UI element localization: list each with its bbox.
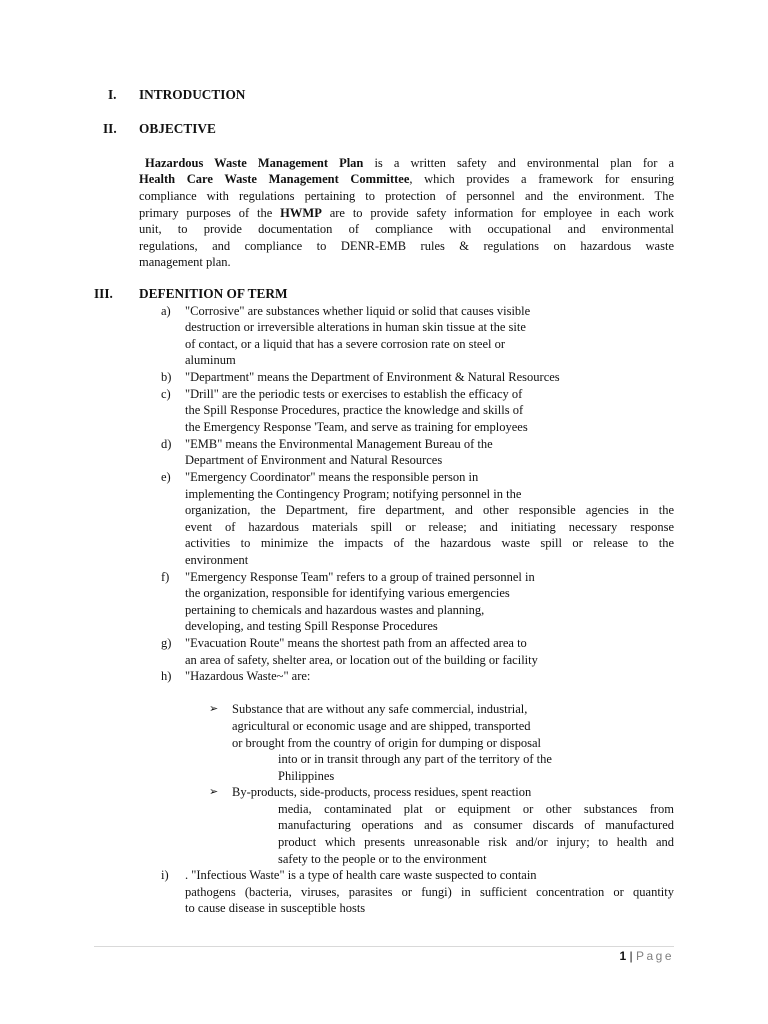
bullet-1-line-2: agricultural or economic usage and are shipped, transported [232, 719, 531, 733]
term-marker-b: b) [161, 370, 172, 384]
term-e-line-5: activities to minimize the impacts of the hazardous waste spill or release to the [185, 536, 674, 550]
objective-line-6: regulations, and compliance to DENR-EMB rules & regulations on hazardous waste [139, 239, 674, 253]
bullet-1-line-1: Substance that are without any safe commercial, industrial, [232, 702, 528, 716]
term-c-line-2: the Spill Response Procedures, practice the knowledge and skills of [185, 403, 524, 417]
term-e-line-1: "Emergency Coordinator" means the responsible person in [185, 470, 479, 484]
term-a-line-1: "Corrosive" are substances whether liquid or solid that causes visible [185, 304, 531, 318]
term-c-line-1: "Drill" are the periodic tests or exercises to establish the efficacy of [185, 387, 523, 401]
page-footer [619, 947, 674, 965]
objective-line-3: compliance with regulations pertaining to protection of personnel and the environment. The [139, 189, 674, 203]
objective-line-5: unit, to provide documentation of compliance with occupational and environmental [139, 222, 674, 236]
term-f-line-2: the organization, responsible for identifying various emergencies [185, 586, 510, 600]
bullet-arrow-icon: ➢ [209, 785, 219, 798]
section-title-definitions: DEFENITION OF TERM [139, 286, 288, 301]
objective-line-7: management plan. [139, 255, 231, 269]
term-marker-h: h) [161, 669, 172, 683]
term-g-line-1: "Evacuation Route" means the shortest path from an affected area to [185, 636, 527, 650]
term-a-line-3: of contact, or a liquid that has a severe corrosion rate on steel or [185, 337, 506, 351]
section-title-introduction: INTRODUCTION [139, 87, 246, 102]
term-e-line-6: environment [185, 553, 249, 567]
term-d-line-2: Department of Environment and Natural Resources [185, 453, 443, 467]
term-marker-a: a) [161, 304, 171, 318]
term-c-line-3: the Emergency Response 'Team, and serve as training for employees [185, 420, 528, 434]
term-a-line-2: destruction or irreversible alterations in human skin tissue at the site [185, 320, 526, 334]
term-i-line-3: to cause disease in susceptible hosts [185, 901, 366, 915]
term-h-line-1: "Hazardous Waste~" are: [185, 669, 311, 683]
term-marker-g: g) [161, 636, 172, 650]
term-hwmp: HWMP [280, 206, 322, 220]
bullet-2-line-5: safety to the people or to the environment [278, 852, 487, 866]
page-separator: | [629, 949, 633, 963]
term-marker-d: d) [161, 437, 172, 451]
term-a-line-4: aluminum [185, 353, 236, 367]
bullet-2-line-4: product which presents unreasonable risk and/or injury; to health and [278, 835, 674, 849]
term-marker-i: i) [161, 868, 169, 882]
bullet-1-line-5: Philippines [278, 769, 335, 783]
term-d-line-1: "EMB" means the Environmental Management Bureau of the [185, 437, 493, 451]
page-number: 1 [619, 949, 627, 963]
term-hwmp-full: Hazardous Waste Management Plan [145, 156, 364, 170]
bullet-2-line-2: media, contaminated plat or equipment or other substances from [278, 802, 674, 816]
term-marker-c: c) [161, 387, 171, 401]
objective-line-2: Health Care Waste Management Committee, which provides a framework for ensuring [139, 172, 674, 186]
term-f-line-1: "Emergency Response Team" refers to a group of trained personnel in [185, 570, 535, 584]
term-g-line-2: an area of safety, shelter area, or location out of the building or facility [185, 653, 538, 667]
bullet-2-line-3: manufacturing operations and as consumer discards of manufactured [278, 818, 674, 832]
section-title-objective: OBJECTIVE [139, 121, 216, 136]
term-f-line-3: pertaining to chemicals and hazardous wastes and planning, [185, 603, 485, 617]
term-b-line-1: "Department" means the Department of Environment & Natural Resources [185, 370, 560, 384]
term-i-line-1: . "Infectious Waste" is a type of health care waste suspected to contain [185, 868, 537, 882]
section-number-3: III. [94, 286, 113, 301]
term-hcwmc: Health Care Waste Management Committee [139, 172, 410, 186]
term-e-line-2: implementing the Contingency Program; notifying personnel in the [185, 487, 522, 501]
footer-divider [94, 946, 674, 947]
term-f-line-4: developing, and testing Spill Response Procedures [185, 619, 438, 633]
bullet-arrow-icon: ➢ [209, 702, 219, 715]
term-e-line-4: event of hazardous materials spill or release; and initiating necessary response [185, 520, 674, 534]
term-marker-e: e) [161, 470, 171, 484]
section-number-2: II. [103, 121, 117, 136]
bullet-1-line-3: or brought from the country of origin for dumping or disposal [232, 736, 541, 750]
bullet-1-line-4: into or in transit through any part of the territory of the [278, 752, 552, 766]
term-e-line-3: organization, the Department, fire department, and other responsible agencies in the [185, 503, 674, 517]
bullet-2-line-1: By-products, side-products, process residues, spent reaction [232, 785, 532, 799]
page-label: Page [635, 949, 674, 963]
section-number-1: I. [108, 87, 117, 102]
term-i-line-2: pathogens (bacteria, viruses, parasites or fungi) in sufficient concentration or quantity [185, 885, 674, 899]
objective-line-1: Hazardous Waste Management Plan is a written safety and environmental plan for a [145, 156, 675, 170]
term-marker-f: f) [161, 570, 170, 584]
objective-line-4: primary purposes of the HWMP are to provide safety information for employee in each work [139, 206, 675, 220]
